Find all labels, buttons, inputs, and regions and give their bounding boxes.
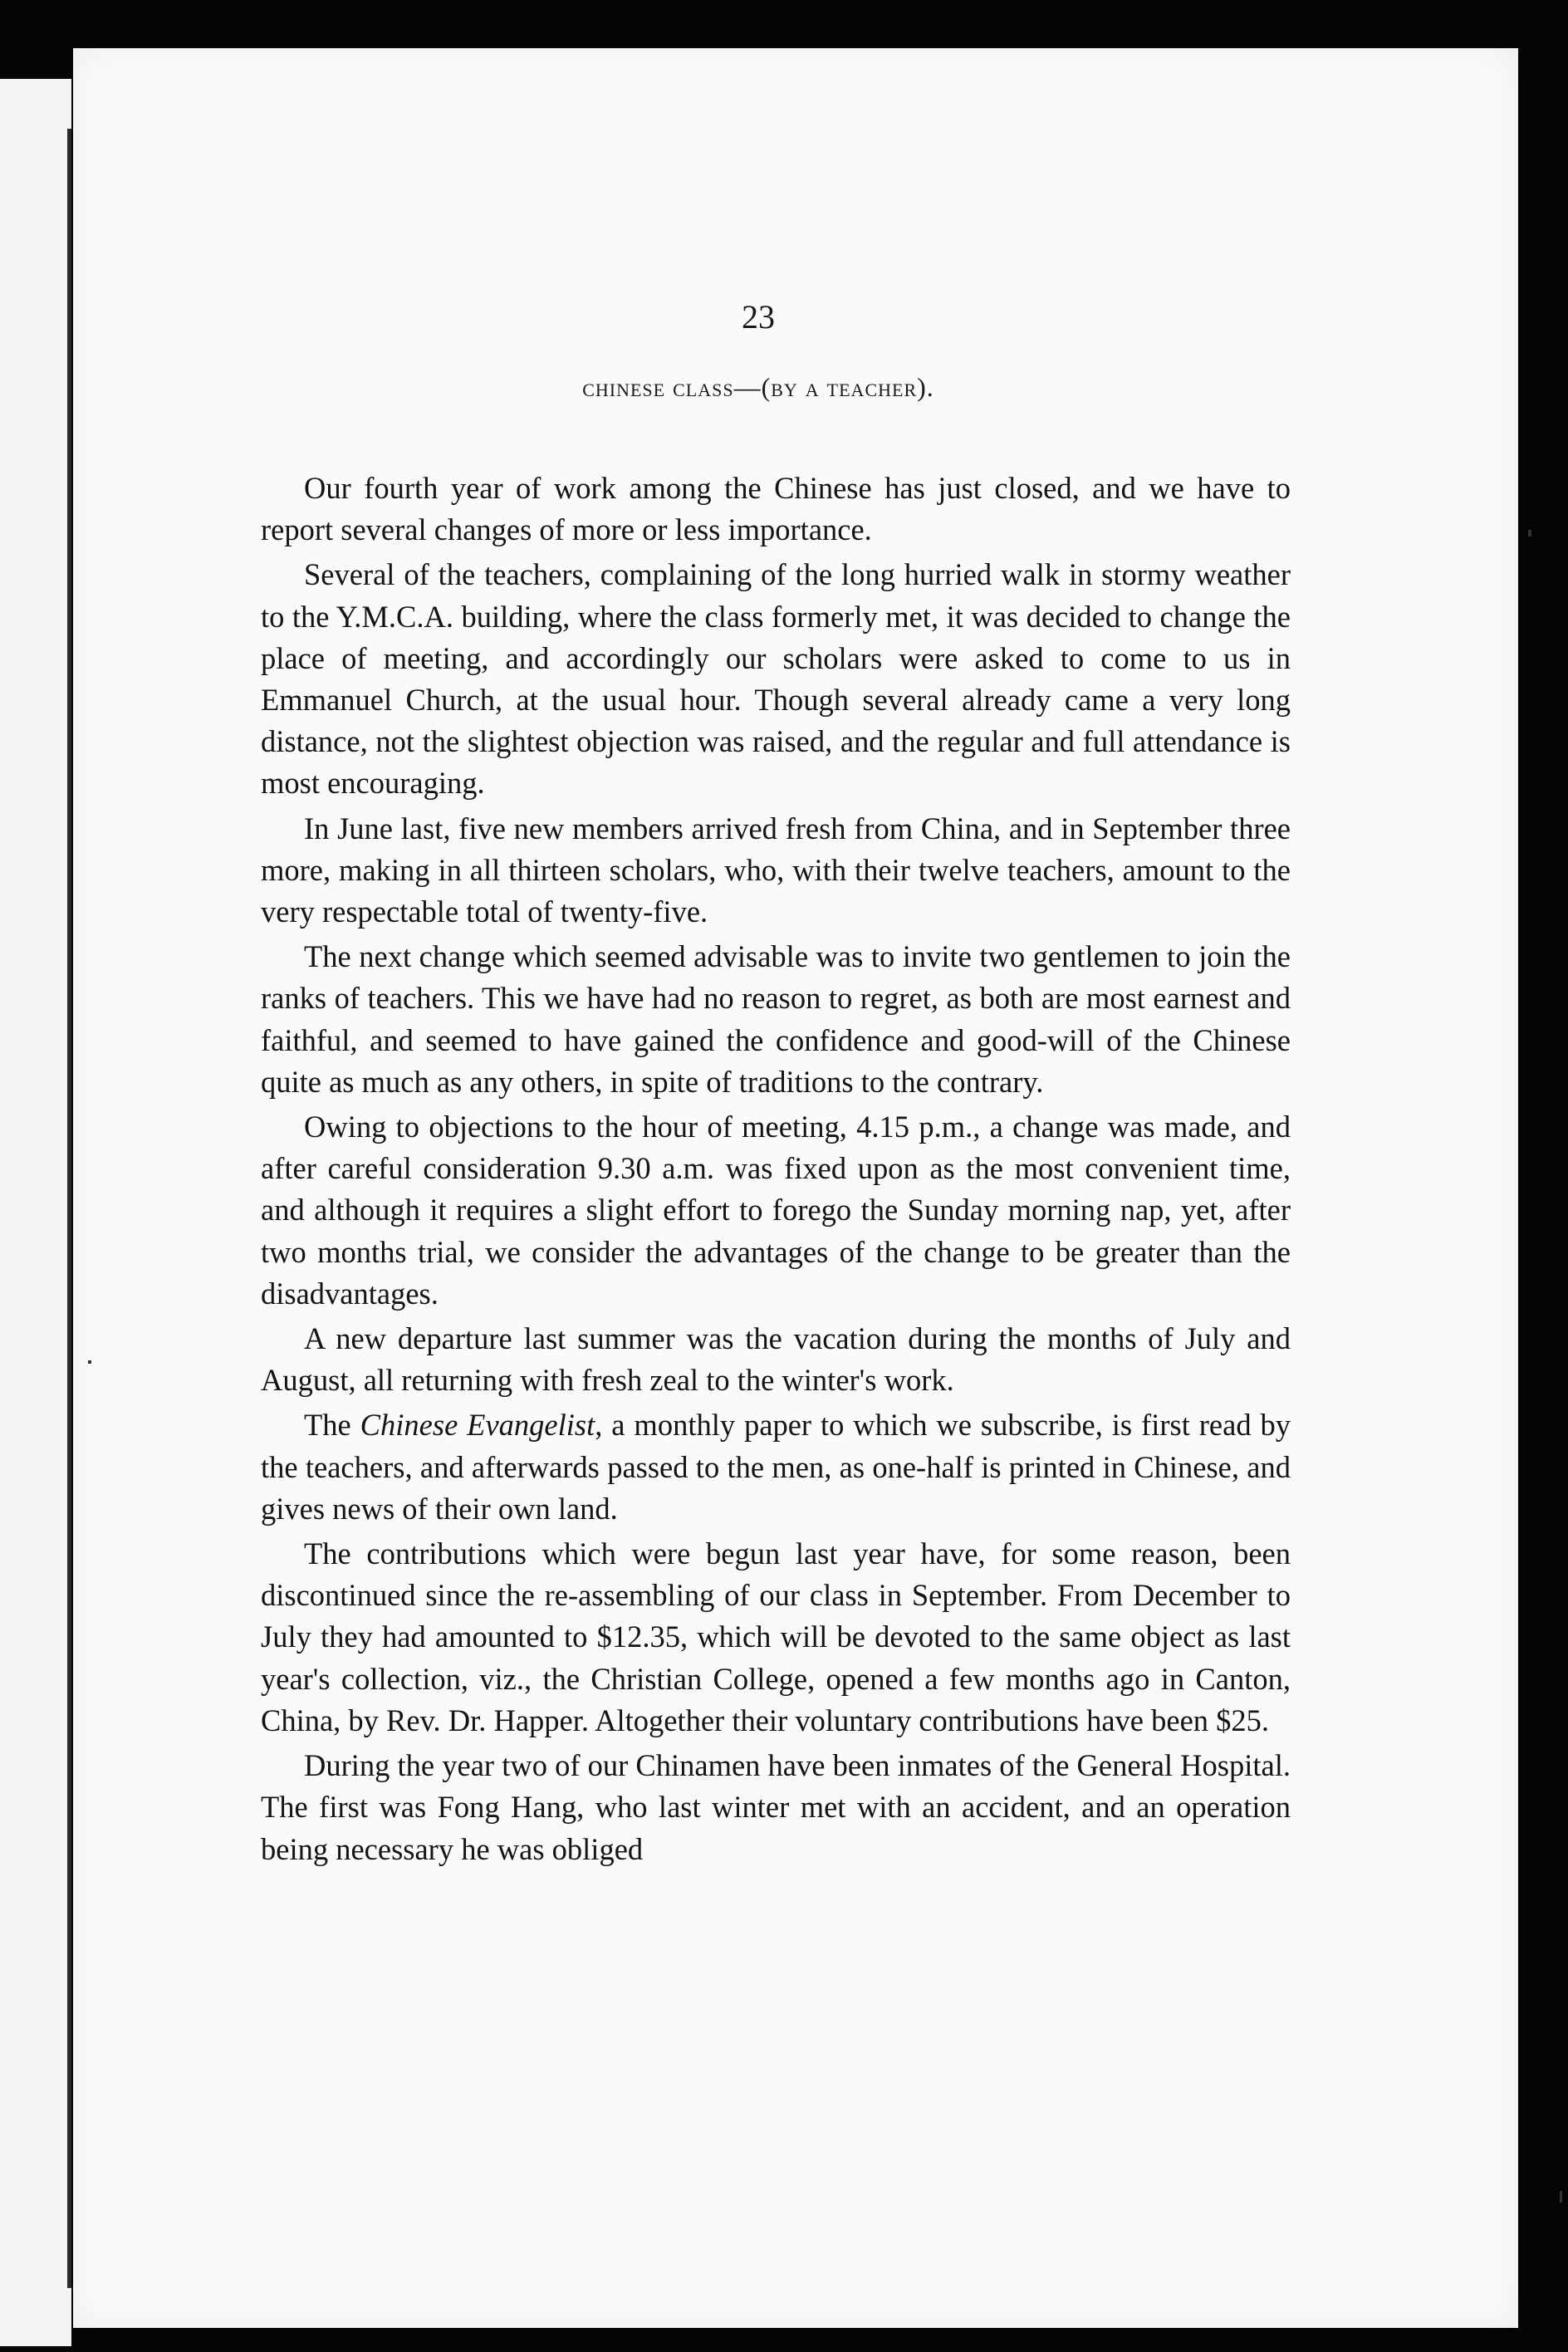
- paragraph: The next change which seemed advisable was to invite two gentlemen to join the ranks of teachers. This we have had no reason to regret, as both are most earnest and faithful, and seemed to have gained the confidence and good-will of the Chinese quite as much as any others, in spite of traditions to the contrary.: [261, 939, 1291, 1099]
- heading-close: ).: [917, 372, 934, 402]
- paragraph: Owing to objections to the hour of meeting, 4.15 p.m., a change was made, and after careful consideration 9.30 a.m. was fixed upon as the most convenient time, and although it requires a slight effort to forego the Sunday morning nap, yet, after two months trial, we consider the advantages of the change to be greater than the disadvantages.: [261, 1110, 1291, 1311]
- paragraph: During the year two of our Chinamen have been inmates of the General Hospital. The first was Fong Hang, who last winter met with an accident, and an operation being necessary he was obliged: [261, 1748, 1291, 1866]
- scan-speck: [88, 1360, 91, 1364]
- paragraph: A new departure last summer was the vacation during the months of July and August, all returning with fresh zeal to the winter's work.: [261, 1321, 1291, 1398]
- body-text: [261, 468, 1291, 1874]
- heading-byline: by a teacher: [771, 372, 918, 402]
- paragraph: In June last, five new members arrived fresh from China, and in September three more, making in all thirteen scholars, who, with their twelve teachers, amount to the very respectable total of twenty-five.: [261, 811, 1291, 929]
- paragraph: [261, 1404, 1291, 1530]
- section-heading: [73, 372, 1443, 403]
- heading-dash: —(: [733, 372, 772, 402]
- paragraph-text: , a monthly paper to which we subscribe, is first read by the teachers, and afterwards passed to the men, as one-half is printed in Chinese, and gives news of their own land.: [261, 1408, 1291, 1526]
- facing-page-edge: [0, 79, 71, 2346]
- heading-title: chinese class: [582, 372, 734, 402]
- document-page: [73, 48, 1518, 2328]
- page-number: 23: [742, 298, 775, 336]
- paragraph: Several of the teachers, complaining of the long hurried walk in stormy weather to the Y.M.C.A. building, where the class formerly met, it was decided to change the place of meeting, and accordingly our scholars were asked to come to us in Emmanuel Church, at the usual hour. Though several already came a very long distance, not the slightest objection was raised, and the regular and full attendance is most encouraging.: [261, 557, 1291, 801]
- paragraph: The contributions which were begun last year have, for some reason, been discontinued since the re-assembling of our class in September. From December to July they had amounted to $12.35, which will be devoted to the same object as last year's collection, viz., the Christian College, opened a few months ago in Canton, China, by Rev. Dr. Happer. Altogether their voluntary contributions have been $25.: [261, 1536, 1291, 1737]
- scan-speck: [1560, 2191, 1562, 2203]
- paragraph: Our fourth year of work among the Chinese has just closed, and we have to report several changes of more or less importance.: [261, 471, 1291, 547]
- paragraph-text: The: [304, 1408, 360, 1443]
- scan-speck: [1528, 530, 1531, 537]
- publication-title: Chinese Evangelist: [360, 1408, 595, 1443]
